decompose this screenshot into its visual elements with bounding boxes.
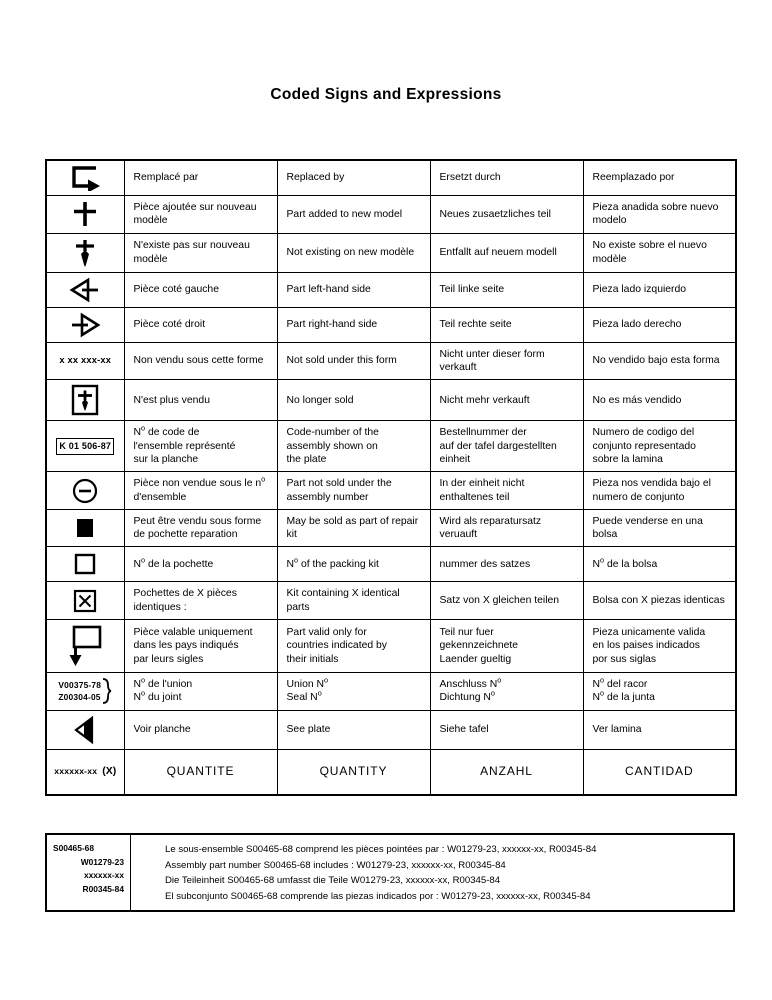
cell-fr: Remplacé par [124,160,277,196]
cell-es: Pieza nos vendida bajo el numero de conjunto [583,472,736,510]
table-row [46,233,736,272]
cell-en: Replaced by [277,160,430,196]
crossed-part-number-text [49,348,122,374]
cell-fr: $N^o$ de l'union $N^o$ du joint [124,673,277,711]
empty-square-icon [49,551,122,577]
assembly-note-block [45,833,735,912]
cell-fr: $N^o$ de la pochette [124,547,277,582]
cell-es: No existe sobre el nuevo modèle [583,233,736,272]
union-number-text: V00375-78 [58,680,102,691]
cell-fr: Pièce ajoutée sur nouveau modèle [124,196,277,234]
cell-en: See plate [277,710,430,749]
note-code: xxxxxx-xx [83,870,124,881]
table-row [46,421,736,472]
table-row [46,160,736,196]
table-row [46,547,736,582]
table-row [46,710,736,749]
cell-en: Part left-hand side [277,272,430,307]
flag-down-arrow-icon [49,624,122,668]
cell-es: CANTIDAD [583,749,736,795]
cell-fr: Voir planche [124,710,277,749]
cell-es: Bolsa con X piezas identicas [583,582,736,620]
table-row [46,307,736,342]
boxed-code-number-text [49,433,122,459]
quantity-marker: (X) [102,764,117,777]
cell-de: Teil rechte seite [430,307,583,342]
cell-fr: Peut être vendu sous forme de pochette reparation [124,509,277,547]
symbol-cell [46,509,124,547]
cell-es: $N^o$ de la bolsa [583,547,736,582]
table-row [46,582,736,620]
cell-de: In der einheit nicht enthaltenes teil [430,472,583,510]
cell-fr: N'est plus vendu [124,380,277,421]
note-code-list [47,835,131,910]
cell-es: Ver lamina [583,710,736,749]
symbol-cell [46,421,124,472]
cell-de: Nicht unter dieser form verkauft [430,342,583,380]
cell-en: May be sold as part of repair kit [277,509,430,547]
cell-en: Kit containing X identical parts [277,582,430,620]
table-row [46,196,736,234]
cell-en: Union $N^o$ Seal $N^o$ [277,673,430,711]
cell-de: Satz von X gleichen teilen [430,582,583,620]
table-row [46,673,736,711]
cell-de: Anschluss $N^o$ Dichtung $N^o$ [430,673,583,711]
cell-en: $N^o$ of the packing kit [277,547,430,582]
cell-en: Part added to new model [277,196,430,234]
symbol-text: K 01 506-87 [59,440,112,451]
cell-es: Puede venderse en una bolsa [583,509,736,547]
symbol-cell [46,307,124,342]
cell-de: Neues zusaetzliches teil [430,196,583,234]
cell-de: Entfallt auf neuem modell [430,233,583,272]
table-row [46,620,736,673]
note-code: S00465-68 [53,843,94,853]
plus-cross-icon [49,200,122,228]
symbol-cell [46,710,124,749]
note-line-de: Die Teileinheit S00465-68 umfasst die Teile W01279-23, xxxxxx-xx, R00345-84 [165,875,501,887]
symbol-cell [46,160,124,196]
symbol-cell [46,620,124,673]
left-arrow-triangle-icon [49,277,122,303]
cell-en: No longer sold [277,380,430,421]
cell-fr: N'existe pas sur nouveau modèle [124,233,277,272]
table-row [46,272,736,307]
cell-fr: Pièce coté gauche [124,272,277,307]
note-text-list [131,835,733,910]
seal-number-text: Z00304-05 [58,692,101,703]
note-line-es: El subconjunto S00465-68 comprende las piezas indicados por : W01279-23, xxxxxx-xx, R00345-84 [165,890,591,902]
cell-en: Not sold under this form [277,342,430,380]
dagger-cross-icon [49,238,122,268]
symbol-cell [46,233,124,272]
symbol-cell [46,749,124,795]
cell-de: nummer des satzes [430,547,583,582]
cell-fr: QUANTITE [124,749,277,795]
symbol-cell [46,547,124,582]
cell-fr: $N^o$ de code de l'ensemble représenté sur la planche [124,421,277,472]
quantity-code-text [51,759,120,785]
cell-es: Numero de codigo del conjunto representado sobre la lamina [583,421,736,472]
cell-es: No es más vendido [583,380,736,421]
cell-en: Part not sold under the assembly number [277,472,430,510]
symbol-cell [46,582,124,620]
cell-es: No vendido bajo esta forma [583,342,736,380]
note-code: W01279-23 [80,856,124,867]
replaced-by-arrow-icon [49,165,122,191]
symbol-cell [46,272,124,307]
cell-fr: Pochettes de X pièces identiques : [124,582,277,620]
cell-es: Pieza lado derecho [583,307,736,342]
circle-minus-icon [49,477,122,505]
symbol-text: x xx xxx-xx [59,354,112,365]
table-row [46,380,736,421]
symbol-cell [46,380,124,421]
note-line-fr: Le sous-ensemble S00465-68 comprend les pièces pointées par : W01279-23, xxxxxx-xx, R00345-84 [165,844,597,855]
boxed-x-icon [49,588,122,614]
cell-de: Wird als reparatursatz veruauft [430,509,583,547]
cell-es: $N^o$ del racor $N^o$ de la junta [583,673,736,711]
cell-de: Teil linke seite [430,272,583,307]
cell-fr: Pièce valable uniquement dans les pays indiqués par leurs sigles [124,620,277,673]
cell-fr: Pièce coté droit [124,307,277,342]
quantity-part-number: xxxxxx-xx [54,766,98,777]
cell-en: Not existing on new modèle [277,233,430,272]
cell-en: QUANTITY [277,749,430,795]
cell-en: Code-number of the assembly shown on the plate [277,421,430,472]
cell-en: Part right-hand side [277,307,430,342]
cell-es: Pieza anadida sobre nuevo modelo [583,196,736,234]
table-row [46,342,736,380]
right-brace-icon [102,677,112,705]
see-plate-triangle-icon [49,715,122,745]
cell-de: Bestellnummer der auf der tafel dargestellten einheit [430,421,583,472]
cell-fr: Pièce non vendue sous le $n^o$ d'ensemble [124,472,277,510]
cell-es: Reemplazado por [583,160,736,196]
cell-en: Part valid only for countries indicated by their initials [277,620,430,673]
cell-es: Pieza unicamente valida en los paises indicados por sus siglas [583,620,736,673]
symbol-cell [46,196,124,234]
braced-union-numbers-text [49,677,122,705]
table-row [46,472,736,510]
cell-de: Teil nur fuer gekennzeichnete Laender gueltig [430,620,583,673]
cell-fr: Non vendu sous cette forme [124,342,277,380]
note-line-en: Assembly part number S00465-68 includes : W01279-23, xxxxxx-xx, R00345-84 [165,859,506,871]
symbol-cell [46,342,124,380]
page-title: Coded Signs and Expressions [270,86,502,103]
symbol-cell [46,673,124,711]
symbol-cell [46,472,124,510]
cell-de: Siehe tafel [430,710,583,749]
quantity-row [46,749,736,795]
cell-de: Nicht mehr verkauft [430,380,583,421]
cell-es: Pieza lado izquierdo [583,272,736,307]
coded-signs-table [45,159,737,796]
cell-de: ANZAHL [430,749,583,795]
cell-de: Ersetzt durch [430,160,583,196]
boxed-dagger-cross-icon [49,384,122,416]
table-row [46,509,736,547]
right-arrow-triangle-icon [49,312,122,338]
filled-square-icon [49,515,122,541]
note-code: R00345-84 [82,883,124,894]
